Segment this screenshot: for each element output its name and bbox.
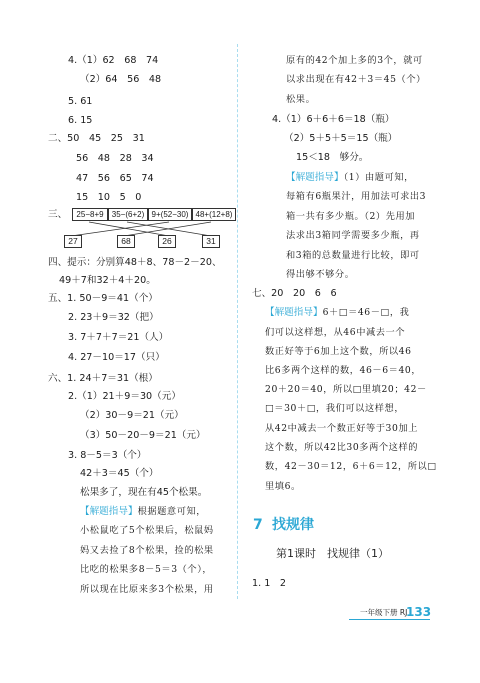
hint-right-2-line-7: 从42中减去一个数正好等于30加上	[265, 423, 419, 434]
answer-6: 6. 15	[68, 115, 93, 126]
hint-left-line-1: 【解题指导】根据题意可知，	[80, 506, 207, 517]
lesson-title: 第1课时 找规律（1）	[276, 547, 389, 560]
answer-r-4-1: 4.（1）6＋6＋6＝18（瓶）	[272, 114, 395, 125]
answer-4-2: （2）64 56 48	[80, 74, 162, 85]
section-6-q3-line-1: 3. 8－5＝3（个）	[68, 450, 147, 461]
hint-right-1-line-6: 得出够不够分。	[286, 269, 355, 280]
hint-left-line-3: 妈又去捡了8个松果，捡的松果	[80, 545, 214, 556]
hint-right-2-line-3: 数正好等于6加上这个数，所以46	[265, 346, 412, 357]
footer-rule	[349, 619, 430, 620]
hint-right-2-line-9: 数，42－30＝12，6＋6＝12，所以□	[265, 461, 437, 472]
column-divider	[237, 44, 238, 599]
hint-left-continued-2: 以求出现在有42＋3＝45（个）	[286, 74, 426, 85]
section-2-row-3: 47 56 65 74	[76, 173, 154, 184]
expression-box-1: 25−8+9	[72, 208, 108, 221]
hint-right-2-line-5: 20＋20＝40，所以□里填20；42－	[265, 384, 427, 395]
hint-left-continued-3: 松果。	[286, 94, 316, 105]
answer-4-1: 4.（1）62 68 74	[68, 55, 159, 66]
hint-right-1-line-5: 和3箱的总数量进行比较，即可	[286, 250, 420, 261]
section-7-answers: 七、20 20 6 6	[252, 288, 337, 299]
section-5-q2: 2. 23＋9＝32（把）	[68, 312, 159, 323]
section-5-q4: 4. 27－10＝17（只）	[68, 352, 165, 363]
hint-right-2-line-8: 这个数，所以42比30多两个这样的	[265, 442, 419, 453]
expression-box-2: 35−(6+2)	[108, 208, 148, 221]
book-label: 一年级下册 RJ	[360, 608, 408, 617]
hint-right-1-line-1: 【解题指导】（1）由题可知，	[286, 172, 414, 183]
hint-label: 【解题指导】	[80, 506, 138, 517]
section-4-line-1: 四、提示：分别算48＋8、78－2－20、	[48, 257, 222, 268]
result-box-27: 27	[64, 235, 82, 248]
hint-right-2-line-6: □＝30＋□，我们可以这样想，	[265, 403, 405, 414]
section-6-q2-2: （2）30－9＝21（元）	[80, 410, 184, 421]
hint-right-2-line-2: 们可以这样想，从46中减去一个	[265, 327, 406, 338]
section-5-q1: 五、1. 50－9＝41（个）	[48, 293, 158, 304]
section-6-q1: 六、1. 24＋7＝31（根）	[48, 373, 158, 384]
hint-right-1-line-2: 每箱有6瓶果汁，用加法可求出3	[286, 191, 427, 202]
chapter-number: 7	[253, 517, 263, 533]
section-2-row-1: 二、50 45 25 31	[48, 133, 145, 144]
hint-right-1-line-4: 法求出3箱同学需要多少瓶，再	[286, 230, 420, 241]
section-6-q3-line-2: 42＋3＝45（个）	[80, 468, 159, 479]
hint-right-2-line-1: 【解题指导】6＋□＝46－□，我	[265, 307, 410, 318]
answer-5: 5. 61	[68, 96, 93, 107]
hint-left-line-5: 所以现在比原来多3个松果，用	[80, 584, 214, 595]
result-box-31: 31	[202, 235, 220, 248]
hint-label: 【解题指导】	[286, 172, 344, 183]
hint-right-2-line-4: 比6多两个这样的数，46－6＝40，	[265, 365, 422, 376]
section-2-row-4: 15 10 5 0	[76, 192, 142, 203]
expression-box-4: 48+(12+8)	[192, 208, 236, 221]
section-6-q2-3: （3）50－20－9＝21（元）	[80, 430, 206, 441]
section-6-q3-conclusion: 松果多了，现在有45个松果。	[80, 487, 208, 498]
hint-left-line-4: 比吃的松果多8－5＝3（个），	[80, 564, 213, 575]
answer-r-4-compare: 15＜18 够分。	[296, 152, 369, 163]
expression-box-3: 9+(52−30)	[148, 208, 192, 221]
hint-label: 【解题指导】	[265, 307, 323, 318]
section-2-row-2: 56 48 28 34	[76, 153, 154, 164]
section-5-q3: 3. 7＋7＋7＝21（人）	[68, 332, 169, 343]
page-number: 133	[406, 605, 432, 619]
lesson-answer-1: 1. 1 2	[252, 578, 287, 589]
result-box-26: 26	[158, 235, 176, 248]
chapter-title: 找规律	[272, 517, 314, 533]
hint-left-line-2: 小松鼠吃了5个松果后，松鼠妈	[80, 525, 214, 536]
answer-r-4-2: （2）5＋5＋5＝15（瓶）	[284, 133, 398, 144]
section-4-line-2: 49＋7和32＋4＋20。	[59, 275, 156, 286]
hint-right-1-line-3: 箱一共有多少瓶。（2）先用加	[286, 211, 416, 222]
section-3-label: 三、	[48, 209, 68, 220]
section-6-q2-1: 2.（1）21＋9＝30（元）	[68, 391, 181, 402]
result-box-68: 68	[117, 235, 135, 248]
hint-left-continued-1: 原有的42个加上多的3个，就可	[286, 55, 423, 66]
hint-right-2-line-10: 里填6。	[265, 481, 301, 492]
